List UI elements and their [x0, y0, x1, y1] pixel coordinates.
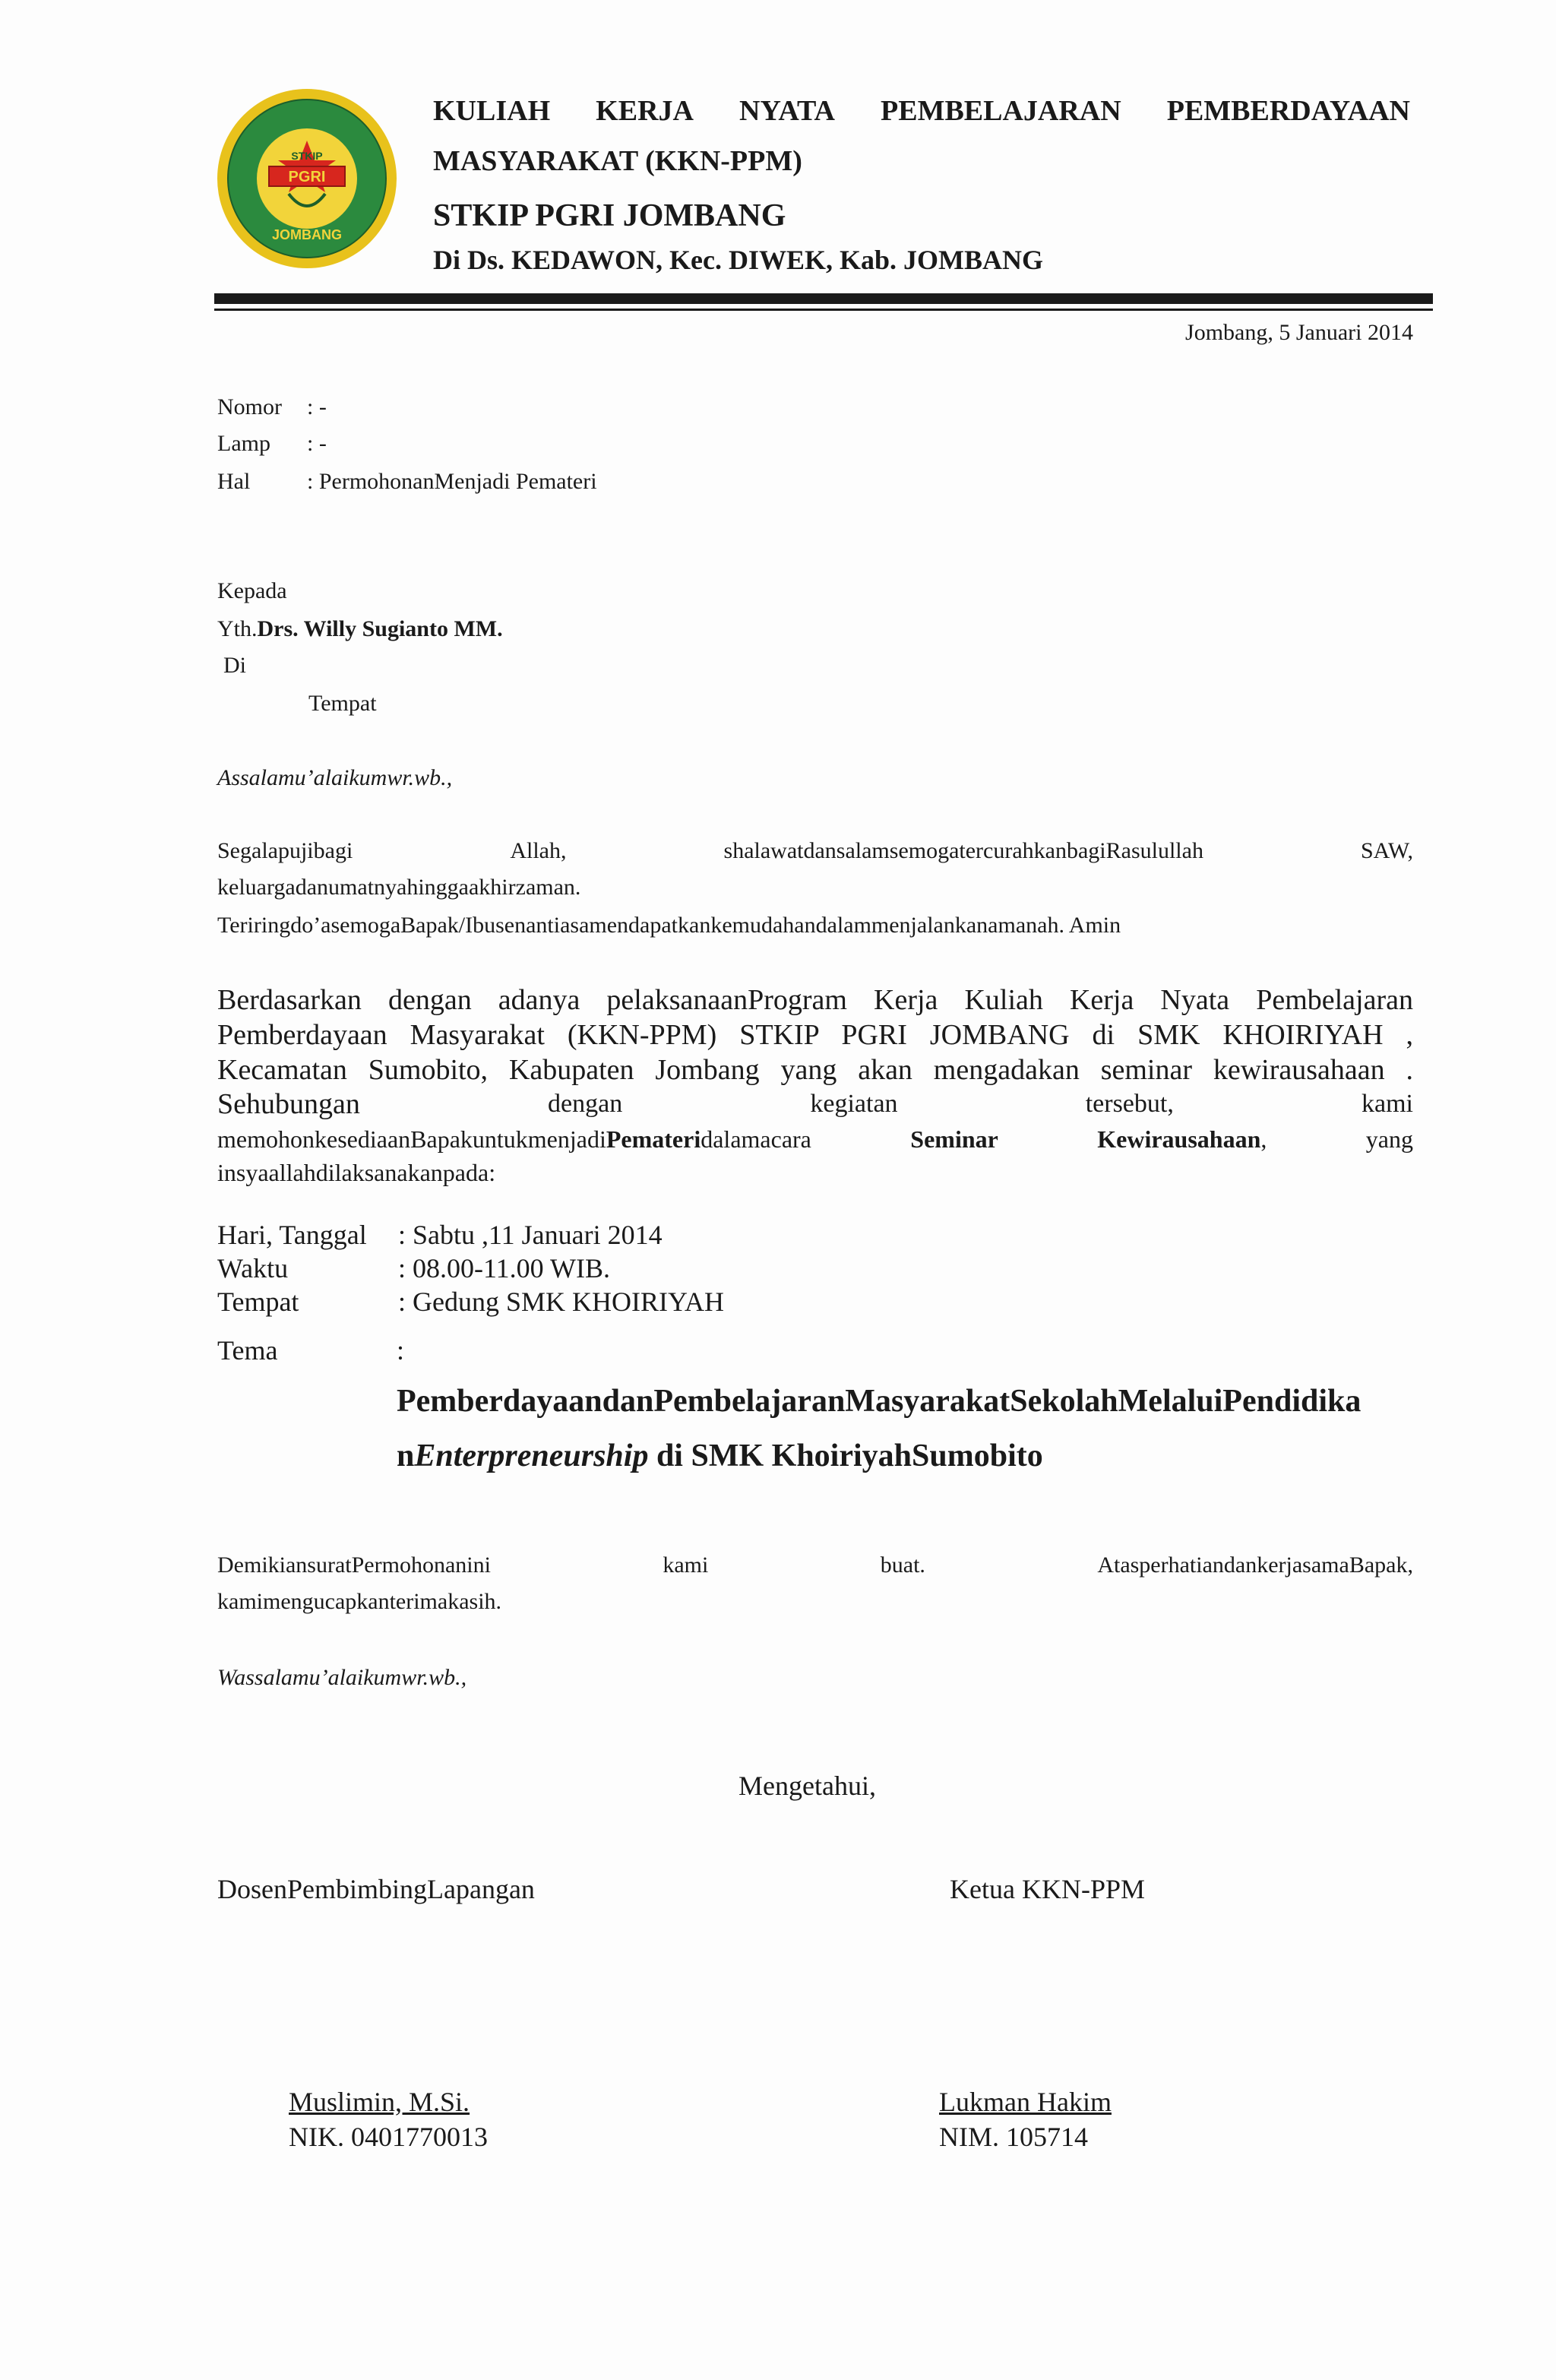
nomor-label: Nomor: [217, 394, 282, 419]
schedule-time-value: : 08.00-11.00 WIB.: [398, 1253, 610, 1283]
greeting: Assalamu’alaikumwr.wb.,: [217, 765, 453, 790]
para2-line-2: Pemberdayaan Masyarakat (KKN-PPM) STKIP PGRI JOMBANG di SMK KHOIRIYAH ,: [217, 1019, 1413, 1051]
header-word: KULIAH: [433, 95, 551, 127]
para2-bold-seminar: Seminar: [910, 1125, 998, 1153]
signature-right-title: Ketua KKN-PPM: [950, 1874, 1145, 1904]
para2-kewirausahaan: [1097, 1123, 1267, 1155]
svg-text:STKIP: STKIP: [291, 150, 323, 162]
header-word: KERJA: [596, 95, 694, 127]
para2-bold-pemateri: Pemateri: [606, 1125, 701, 1153]
header-word: PEMBELAJARAN: [881, 95, 1121, 127]
signature-right-id: NIM. 105714: [939, 2122, 1088, 2152]
header-word: NYATA: [739, 95, 835, 127]
para2-comma: ,: [1260, 1125, 1267, 1153]
closing-word: AtasperhatiandankerjasamaBapak,: [1097, 1552, 1413, 1578]
para2-line5-lead: [217, 1123, 811, 1155]
tema-fragment: di SMK KhoiriyahSumobito: [648, 1438, 1043, 1473]
svg-text:PGRI: PGRI: [288, 169, 326, 185]
header-line-1: [433, 90, 1410, 132]
signature-left-name: Muslimin, M.Si.: [289, 2087, 470, 2117]
para2-bold-kewirausahaan: Kewirausahaan: [1097, 1125, 1261, 1153]
letter-date: Jombang, 5 Januari 2014: [1185, 320, 1413, 345]
para1-line-3: Teriringdo’asemogaBapak/Ibusenantiasamendapatkankemudahandalammenjalankanamanah. Amin: [217, 913, 1121, 938]
schedule-day-label: Hari, Tanggal: [217, 1220, 367, 1250]
yth-prefix: Yth.: [217, 616, 258, 641]
schedule-time-label: Waktu: [217, 1253, 289, 1283]
header-word: PEMBERDAYAAN: [1166, 95, 1410, 127]
para1-line-2: keluargadanumatnyahinggaakhirzaman.: [217, 875, 581, 900]
hal-value: : PermohonanMenjadi Pemateri: [307, 469, 597, 494]
institution-name: STKIP PGRI JOMBANG: [433, 198, 786, 233]
closing-word: kami: [663, 1552, 709, 1578]
para1-line-1: [217, 834, 1413, 868]
stkip-pgri-logo: [216, 87, 398, 270]
mengetahui: Mengetahui,: [738, 1771, 876, 1801]
header-rule-thin: [214, 309, 1433, 311]
header-rule-thick: [214, 293, 1433, 304]
para2-word: kegiatan: [810, 1090, 898, 1118]
para2-word: kami: [1362, 1090, 1413, 1118]
para2-word: yang: [1365, 1125, 1413, 1153]
schedule-day-value: : Sabtu ,11 Januari 2014: [398, 1220, 663, 1250]
di: Di: [223, 653, 246, 678]
nomor-value: : -: [307, 394, 327, 419]
signature-left-title: DosenPembimbingLapangan: [217, 1874, 535, 1904]
header-line-2: MASYARAKAT (KKN-PPM): [433, 145, 802, 177]
institution-address: Di Ds. KEDAWON, Kec. DIWEK, Kab. JOMBANG: [433, 245, 1044, 275]
para1-word: Allah,: [510, 838, 567, 863]
schedule-place-label: Tempat: [217, 1287, 299, 1317]
para1-word: Segalapujibagi: [217, 838, 353, 863]
tema-colon: :: [397, 1335, 405, 1366]
para2-line-3: Kecamatan Sumobito, Kabupaten Jombang yang akan mengadakan seminar kewirausahaan .: [217, 1054, 1413, 1086]
tema-line-1: PemberdayaandanPembelajaranMasyarakatSekolahMelaluiPendidika: [397, 1384, 1362, 1419]
para2-line-1: Berdasarkan dengan adanya pelaksanaanProgram Kerja Kuliah Kerja Nyata Pembelajaran: [217, 984, 1413, 1016]
para2-line-5: [217, 1123, 1413, 1155]
signature-right-name: Lukman Hakim: [939, 2087, 1112, 2117]
svg-text:JOMBANG: JOMBANG: [271, 227, 343, 242]
para2-fragment: dalamacara: [701, 1125, 811, 1153]
closing-word: DemikiansuratPermohonanini: [217, 1552, 491, 1578]
lamp-label: Lamp: [217, 431, 270, 456]
tema-fragment: n: [397, 1438, 415, 1473]
lamp-value: : -: [307, 431, 327, 456]
para2-word: tersebut,: [1085, 1090, 1174, 1118]
closing-word: buat.: [880, 1552, 925, 1578]
tema-label: Tema: [217, 1335, 278, 1366]
para2-line-6: insyaallahdilaksanakanpada:: [217, 1159, 496, 1186]
farewell: Wassalamu’alaikumwr.wb.,: [217, 1665, 467, 1690]
tempat: Tempat: [308, 691, 377, 716]
closing-line-2: kamimengucapkanterimakasih.: [217, 1589, 502, 1614]
para2-word: Sehubungan: [217, 1088, 360, 1120]
recipient-line: [217, 612, 503, 646]
schedule-place-value: : Gedung SMK KHOIRIYAH: [398, 1287, 724, 1317]
tema-enterpreneurship: Enterpreneurship: [414, 1438, 649, 1473]
para1-word: SAW,: [1360, 838, 1413, 863]
para2-line-4: [217, 1088, 1413, 1120]
closing-line-1: [217, 1549, 1413, 1582]
tema-line-2: [397, 1436, 1043, 1476]
signature-left-id: NIK. 0401770013: [289, 2122, 488, 2152]
hal-label: Hal: [217, 469, 251, 494]
para2-fragment: memohonkesediaanBapakuntukmenjadi: [217, 1125, 606, 1153]
para1-word: shalawatdansalamsemogatercurahkanbagiRasulullah: [723, 838, 1203, 863]
recipient-name: Drs. Willy Sugianto MM.: [257, 616, 503, 641]
kepada: Kepada: [217, 578, 287, 603]
para2-word: dengan: [548, 1090, 623, 1118]
